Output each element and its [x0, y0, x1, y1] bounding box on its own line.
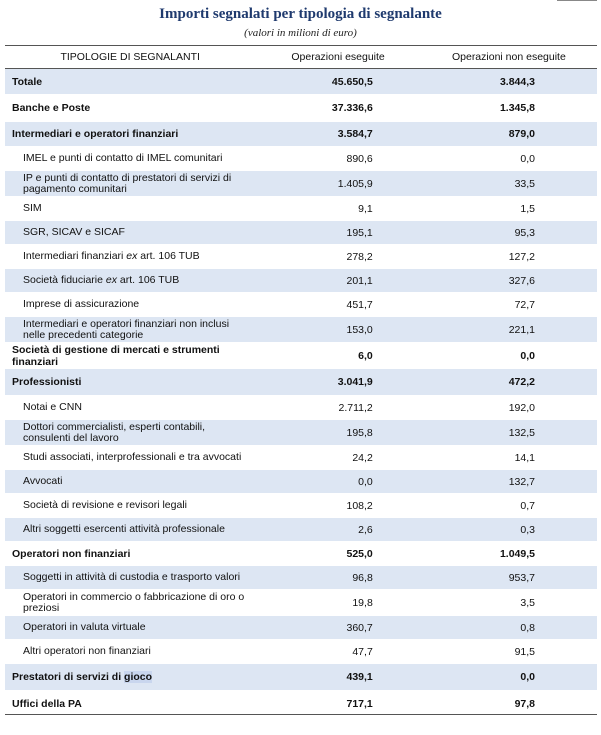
table-row — [5, 269, 597, 293]
row-label: SIM — [5, 197, 255, 221]
row-not-executed: 0,8 — [421, 616, 597, 640]
row-not-executed: 132,7 — [421, 470, 597, 494]
table-row — [5, 171, 597, 197]
row-label: IMEL e punti di contatto di IMEL comunitari — [5, 147, 255, 171]
row-label: Studi associati, interprofessionali e tra avvocati — [5, 446, 255, 470]
row-label: Operatori non finanziari — [5, 542, 255, 566]
row-executed: 0,0 — [255, 470, 420, 494]
row-not-executed: 127,2 — [421, 245, 597, 269]
row-not-executed: 0,0 — [421, 664, 597, 691]
row-executed: 717,1 — [255, 691, 420, 718]
row-not-executed: 97,8 — [421, 691, 597, 718]
row-executed: 201,1 — [255, 269, 420, 293]
row-not-executed: 472,2 — [421, 369, 597, 396]
row-executed: 195,8 — [255, 420, 420, 446]
row-label: Imprese di assicurazione — [5, 293, 255, 317]
row-label — [5, 245, 255, 269]
table-row — [5, 420, 597, 446]
table-row — [5, 317, 597, 343]
row-label: Intermediari e operatori finanziari — [5, 122, 255, 147]
table-row — [5, 566, 597, 590]
table-row — [5, 343, 597, 369]
table-row — [5, 197, 597, 221]
table-row — [5, 147, 597, 171]
row-label: SGR, SICAV e SICAF — [5, 221, 255, 245]
row-not-executed: 0,7 — [421, 494, 597, 518]
table-row — [5, 664, 597, 691]
label-text: art. 106 TUB — [116, 274, 180, 286]
highlighted-text[interactable]: gioco — [124, 671, 153, 683]
row-label: Dottori commercialisti, esperti contabili, consulenti del lavoro — [5, 420, 255, 446]
row-label: Notai e CNN — [5, 396, 255, 420]
row-executed: 360,7 — [255, 616, 420, 640]
row-not-executed: 132,5 — [421, 420, 597, 446]
table-row — [5, 369, 597, 396]
row-label: Società di revisione e revisori legali — [5, 494, 255, 518]
row-executed: 3.584,7 — [255, 122, 420, 147]
row-label — [5, 269, 255, 293]
row-executed: 45.650,5 — [255, 69, 420, 95]
row-executed: 195,1 — [255, 221, 420, 245]
header-executed: Operazioni eseguite — [255, 46, 420, 69]
table-row — [5, 293, 597, 317]
row-executed: 96,8 — [255, 566, 420, 590]
table-row — [5, 245, 597, 269]
row-label: Altri operatori non finanziari — [5, 640, 255, 664]
row-label — [5, 664, 255, 691]
row-label: Altri soggetti esercenti attività professionale — [5, 518, 255, 542]
row-label: Operatori in commercio o fabbricazione di oro o preziosi — [5, 590, 255, 616]
header-row — [5, 46, 597, 69]
table-row — [5, 122, 597, 147]
label-italic: ex — [126, 250, 138, 262]
bottom-rule — [5, 714, 597, 715]
row-executed: 6,0 — [255, 343, 420, 369]
label-italic: ex — [105, 274, 117, 286]
row-not-executed: 3,5 — [421, 590, 597, 616]
table-row — [5, 446, 597, 470]
row-not-executed: 953,7 — [421, 566, 597, 590]
data-table — [5, 46, 597, 718]
row-label: Società di gestione di mercati e strumenti finanziari — [5, 343, 255, 369]
row-not-executed: 0,3 — [421, 518, 597, 542]
row-executed: 3.041,9 — [255, 369, 420, 396]
row-label: Banche e Poste — [5, 95, 255, 122]
label-text: Prestatori di servizi di — [12, 671, 125, 683]
table-row — [5, 616, 597, 640]
row-label: Soggetti in attività di custodia e trasporto valori — [5, 566, 255, 590]
table-row — [5, 590, 597, 616]
row-label: Avvocati — [5, 470, 255, 494]
table-row — [5, 518, 597, 542]
row-label: Operatori in valuta virtuale — [5, 616, 255, 640]
row-executed: 278,2 — [255, 245, 420, 269]
table-row — [5, 69, 597, 95]
page-subtitle: (valori in milioni di euro) — [244, 27, 357, 39]
row-executed: 37.336,6 — [255, 95, 420, 122]
label-text: Società fiduciarie — [23, 274, 106, 286]
row-not-executed: 1.345,8 — [421, 95, 597, 122]
row-executed: 108,2 — [255, 494, 420, 518]
header-type: TIPOLOGIE DI SEGNALANTI — [5, 46, 255, 69]
row-not-executed: 91,5 — [421, 640, 597, 664]
row-executed: 451,7 — [255, 293, 420, 317]
row-not-executed: 327,6 — [421, 269, 597, 293]
table-row — [5, 542, 597, 566]
row-label: Professionisti — [5, 369, 255, 396]
row-label: Intermediari e operatori finanziari non inclusi nelle precedenti categorie — [5, 317, 255, 343]
row-executed: 1.405,9 — [255, 171, 420, 197]
row-executed: 439,1 — [255, 664, 420, 691]
row-executed: 9,1 — [255, 197, 420, 221]
row-not-executed: 0,0 — [421, 343, 597, 369]
table-row — [5, 221, 597, 245]
row-not-executed: 1,5 — [421, 197, 597, 221]
row-label: Uffici della PA — [5, 691, 255, 718]
row-not-executed: 221,1 — [421, 317, 597, 343]
row-not-executed: 3.844,3 — [421, 69, 597, 95]
row-not-executed: 95,3 — [421, 221, 597, 245]
row-executed: 890,6 — [255, 147, 420, 171]
label-text: Intermediari finanziari — [23, 250, 127, 262]
row-label: IP e punti di contatto di prestatori di servizi di pagamento comunitari — [5, 171, 255, 197]
row-not-executed: 1.049,5 — [421, 542, 597, 566]
row-not-executed: 192,0 — [421, 396, 597, 420]
row-label: Totale — [5, 69, 255, 95]
row-executed: 47,7 — [255, 640, 420, 664]
table-row — [5, 494, 597, 518]
row-not-executed: 0,0 — [421, 147, 597, 171]
row-not-executed: 72,7 — [421, 293, 597, 317]
page-title: Importi segnalati per tipologia di segnalante — [159, 6, 442, 22]
corner-rule — [557, 0, 597, 4]
row-not-executed: 879,0 — [421, 122, 597, 147]
row-executed: 19,8 — [255, 590, 420, 616]
header-not-executed: Operazioni non eseguite — [421, 46, 597, 69]
row-executed: 153,0 — [255, 317, 420, 343]
row-not-executed: 14,1 — [421, 446, 597, 470]
table-row — [5, 470, 597, 494]
row-executed: 2.711,2 — [255, 396, 420, 420]
label-text: art. 106 TUB — [137, 250, 200, 262]
row-not-executed: 33,5 — [421, 171, 597, 197]
row-executed: 2,6 — [255, 518, 420, 542]
row-executed: 525,0 — [255, 542, 420, 566]
table-row — [5, 95, 597, 122]
table-row — [5, 396, 597, 420]
row-executed: 24,2 — [255, 446, 420, 470]
table-row — [5, 640, 597, 664]
